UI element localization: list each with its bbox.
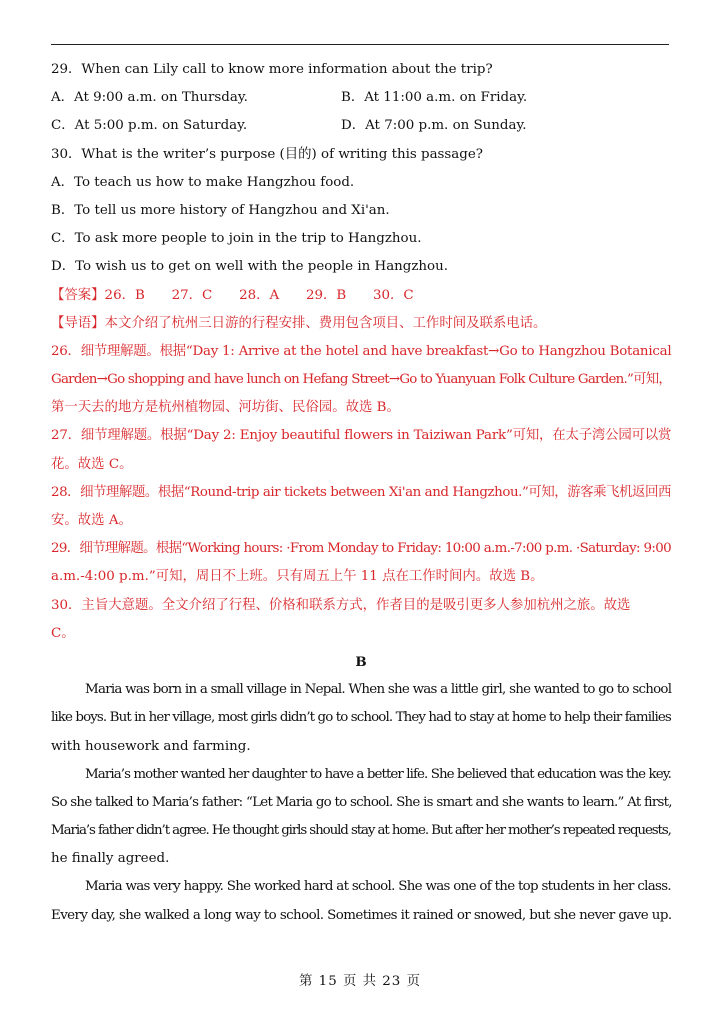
question-29 [51, 56, 671, 141]
explanation-line: 26．细节理解题。根据“Day 1: Arrive at the hotel and have breakfast→Go to Hangzhou Botanical [51, 343, 672, 359]
paragraph-line: Every day, she walked a long way to school. Sometimes it rained or snowed, but she never gave up. [51, 907, 672, 923]
question-29-option-c: C．At 5:00 p.m. on Saturday. [51, 118, 248, 134]
question-29-stem: 29．When can Lily call to know more information about the trip? [51, 62, 493, 77]
paragraph-line: with housework and farming. [51, 738, 251, 754]
paragraph-line: Maria was very happy. She worked hard at school. She was one of the top students in her class. [85, 879, 671, 895]
explanation-26 [51, 338, 671, 423]
question-29-options-row2 [51, 112, 671, 140]
explanation-line: C。 [51, 625, 75, 641]
answer-section [51, 282, 671, 648]
paragraph-line: So she talked to Maria’s father: “Let Maria go to school. She is smart and she wants to learn.” At first, [51, 794, 672, 810]
explanation-line: 安。故选 A。 [51, 513, 132, 528]
explanation-line: 第一天去的地方是杭州植物园、河坊街、民俗园。故选 B。 [51, 400, 400, 416]
paragraph-line: Maria’s mother wanted her daughter to have a better life. She believed that education was the key. [85, 766, 671, 782]
explanation-line: 27．细节理解题。根据“Day 2: Enjoy beautiful flowers in Taiziwan Park”可知，在太子湾公园可以赏 [51, 428, 672, 444]
header-rule [51, 44, 669, 45]
explanation-line: a.m.-4:00 p.m.”可知，周日不上班。只有周五上午 11 点在工作时间内。故选 B。 [51, 569, 544, 585]
question-30-option-b: B．To tell us more history of Hangzhou and Xi'an. [51, 202, 390, 218]
paragraph-3 [51, 873, 671, 929]
explanation-28 [51, 479, 671, 535]
page-content [51, 56, 671, 930]
question-29-options-row1 [51, 84, 671, 112]
paragraph-line: Maria was born in a small village in Nepal. When she was a little girl, she wanted to go to school [85, 682, 672, 698]
paragraph-line: he finally agreed. [51, 851, 170, 867]
explanation-line: 花。故选 C。 [51, 456, 133, 472]
explanation-line: Garden→Go shopping and have lunch on Hefang Street→Go to Yuanyuan Folk Culture Garden.”可知， [51, 372, 672, 388]
question-29-option-a: A．At 9:00 a.m. on Thursday. [51, 90, 248, 106]
paragraph-1 [51, 676, 671, 761]
explanation-line: 30．主旨大意题。全文介绍了行程、价格和联系方式，作者目的是吸引更多人参加杭州之旅。故选 [51, 597, 631, 613]
explanation-29 [51, 535, 671, 591]
guide-text: 【导语】本文介绍了杭州三日游的行程安排、费用包含项目、工作时间及联系电话。 [51, 315, 547, 331]
paragraph-line: Maria’s father didn’t agree. He thought girls should stay at home. But after her mother’s repeated requests, [51, 823, 671, 839]
explanation-line: 28．细节理解题。根据“Round-trip air tickets between Xi'an and Hangzhou.”可知，游客乘飞机返回西 [51, 484, 671, 500]
question-30-option-d: D．To wish us to get on well with the people in Hangzhou. [51, 259, 448, 275]
paragraph-2 [51, 761, 671, 874]
page-number: 第 15 页 共 23 页 [299, 974, 421, 989]
question-29-option-d: D．At 7:00 p.m. on Sunday. [341, 118, 527, 134]
question-30 [51, 141, 671, 282]
explanation-27 [51, 422, 671, 478]
question-30-option-c: C．To ask more people to join in the trip to Hangzhou. [51, 231, 422, 247]
question-30-option-a: A．To teach us how to make Hangzhou food. [51, 174, 355, 190]
question-30-stem: 30．What is the writer’s purpose (目的) of writing this passage? [51, 146, 483, 162]
section-title: B [355, 653, 367, 670]
explanation-30 [51, 592, 671, 648]
passage-b [51, 648, 671, 930]
answer-key: 【答案】26．B 27．C 28．A 29．B 30．C [51, 287, 414, 303]
explanation-line: 29．细节理解题。根据“Working hours: ·From Monday to Friday: 10:00 a.m.-7:00 p.m. ·Saturday: 9:00 [51, 541, 671, 557]
question-29-option-b: B．At 11:00 a.m. on Friday. [341, 90, 528, 106]
paragraph-line: like boys. But in her village, most girls didn’t go to school. They had to stay at home to help their families [51, 710, 671, 726]
